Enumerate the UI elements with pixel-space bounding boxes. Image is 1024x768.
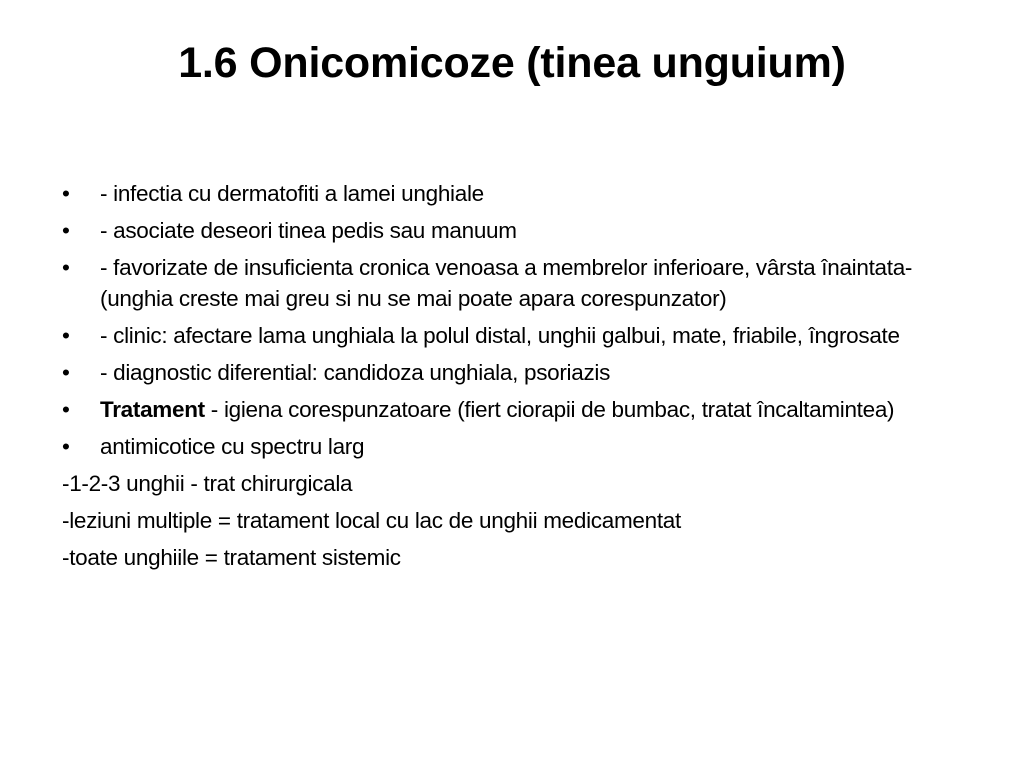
bullet-item-differential (62, 357, 972, 388)
bullet-text: - igiena corespunzatoare (fiert ciorapii de bumbac, tratat încaltamintea) (204, 397, 895, 422)
bullet-text: - asociate deseori tinea pedis sau manuum (100, 218, 517, 243)
bullet-bold-label: Tratament (100, 397, 205, 422)
bullet-item-clinical (62, 320, 972, 351)
bullet-item-antifungals (62, 431, 972, 462)
bullet-item-infection (62, 178, 972, 209)
bullet-icon: • (62, 218, 70, 243)
bullet-text: - diagnostic diferential: candidoza unghiala, psoriazis (100, 360, 611, 385)
bullet-item-treatment (62, 394, 972, 425)
bullet-icon: • (62, 181, 70, 206)
bullet-icon: • (62, 397, 70, 422)
bullet-item-favoring-factors (62, 252, 972, 314)
bullet-text: - infectia cu dermatofiti a lamei unghiale (100, 181, 484, 206)
bullet-text: antimicotice cu spectru larg (100, 434, 365, 459)
plain-line-surgical: -1-2-3 unghii - trat chirurgicala (62, 471, 353, 496)
plain-line-local-treatment: -leziuni multiple = tratament local cu lac de unghii medicamentat (62, 508, 681, 533)
bullet-item-associated (62, 215, 972, 246)
slide-title: 1.6 Onicomicoze (tinea unguium) (178, 39, 846, 87)
bullet-text: - favorizate de insuficienta cronica venoasa a membrelor inferioare, vârsta înaintata-(unghia creste mai greu si nu se mai poate apara corespunzator) (100, 255, 913, 311)
bullet-text: - clinic: afectare lama unghiala la polul distal, unghii galbui, mate, friabile, îngrosate (100, 323, 900, 348)
bullet-list (62, 178, 972, 462)
bullet-icon: • (62, 323, 70, 348)
bullet-icon: • (62, 434, 70, 459)
bullet-icon: • (62, 360, 70, 385)
slide-content (62, 178, 972, 579)
bullet-icon: • (62, 255, 70, 280)
plain-line-systemic-treatment: -toate unghiile = tratament sistemic (62, 545, 401, 570)
